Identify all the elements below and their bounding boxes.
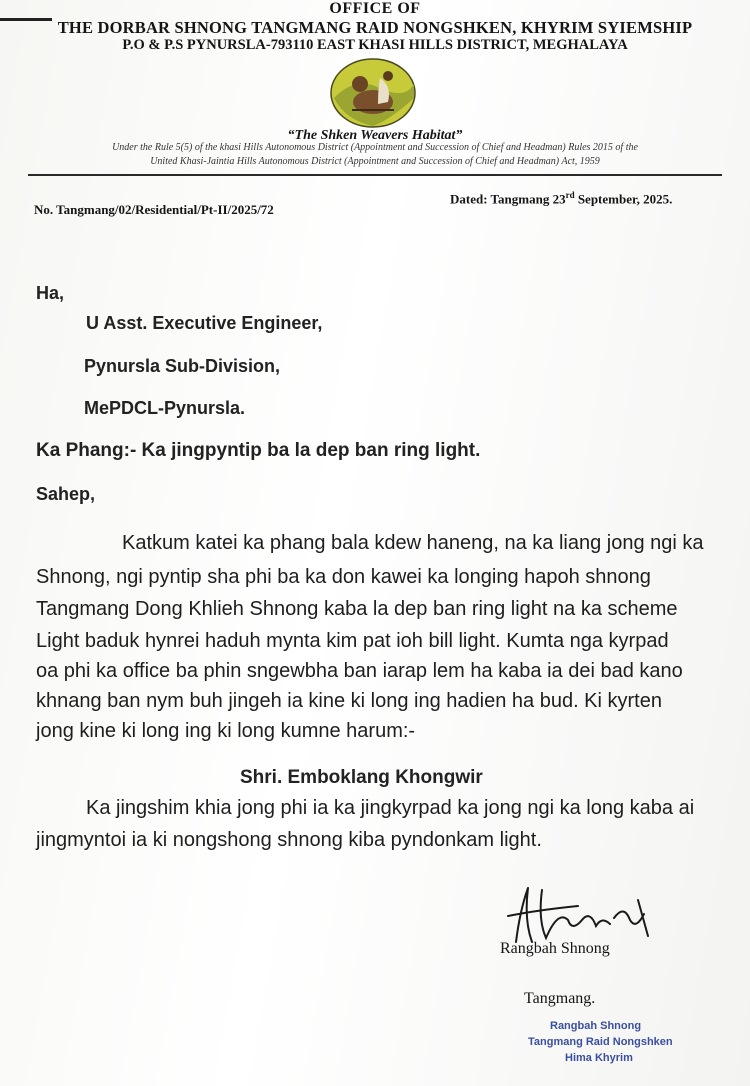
recipient-title: U Asst. Executive Engineer, — [86, 313, 323, 333]
weavers-emblem-logo — [330, 58, 416, 128]
organization-address: P.O & P.S PYNURSLA-793110 EAST KHASI HILLS DISTRICT, MEGHALAYA — [122, 37, 628, 53]
paragraph-line: jong kine ki long ing ki long kumne harum:- — [36, 720, 416, 742]
header-divider — [28, 174, 722, 176]
letter-date — [450, 190, 672, 207]
reference-number: No. Tangmang/02/Residential/Pt-II/2025/72 — [34, 202, 274, 217]
stamp-line: Rangbah Shnong — [550, 1020, 642, 1032]
recipient-office: MePDCL-Pynursla. — [84, 398, 246, 418]
stamp-line: Hima Khyrim — [565, 1052, 633, 1064]
signatory-title: Rangbah Shnong — [500, 940, 610, 957]
paragraph-line: Katkum katei ka phang bala kdew haneng, na ka liang jong ngi ka — [122, 532, 704, 554]
applicant-name: Shri. Emboklang Khongwir — [240, 767, 483, 788]
motto: “The Shken Weavers Habitat” — [287, 128, 463, 143]
legal-rule-line-1: Under the Rule 5(5) of the khasi Hills Autonomous District (Appointment and Succession of Chief and Headman) Rules 2015 of the — [112, 142, 638, 153]
closing-line: jingmyntoi ia ki nongshong shnong kiba pyndonkam light. — [36, 829, 542, 851]
stamp-line: Tangmang Raid Nongshken — [528, 1036, 673, 1048]
date-ordinal: rd — [565, 190, 575, 200]
date-prefix: Dated: Tangmang 23 — [450, 191, 566, 207]
address-salutation: Ha, — [36, 283, 65, 303]
office-of-heading: OFFICE OF — [329, 0, 421, 17]
organization-name: THE DORBAR SHNONG TANGMANG RAID NONGSHKEN, KHYRIM SYIEMSHIP — [57, 18, 693, 37]
recipient-division: Pynursla Sub-Division, — [84, 356, 281, 376]
legal-rule-line-2: United Khasi-Jaintia Hills Autonomous District (Appointment and Succession of Chief and Headman) Act, 1959 — [150, 156, 600, 167]
paragraph-line: Tangmang Dong Khlieh Shnong kaba la dep ban ring light na ka scheme — [36, 598, 678, 620]
paragraph-line: khnang ban nym buh jingeh ia kine ki long ing hadien ha bud. Ki kyrten — [36, 690, 662, 712]
date-suffix: September, 2025. — [574, 191, 673, 207]
paragraph-line: Shnong, ngi pyntip sha phi ba ka don kawei ka longing hapoh shnong — [36, 566, 651, 588]
signatory-place: Tangmang. — [524, 990, 596, 1007]
closing-line: Ka jingshim khia jong phi ia ka jingkyrpad ka jong ngi ka long kaba ai — [86, 797, 695, 819]
subject-line: Ka Phang:- Ka jingpyntip ba la dep ban ring light. — [36, 440, 481, 461]
paragraph-line: Light baduk hynrei haduh mynta kim pat ioh bill light. Kumta nga kyrpad — [36, 630, 669, 652]
greeting: Sahep, — [36, 484, 96, 504]
paragraph-line: oa phi ka office ba phin sngewbha ban iarap lem ha kaba ia dei bad kano — [36, 660, 683, 682]
